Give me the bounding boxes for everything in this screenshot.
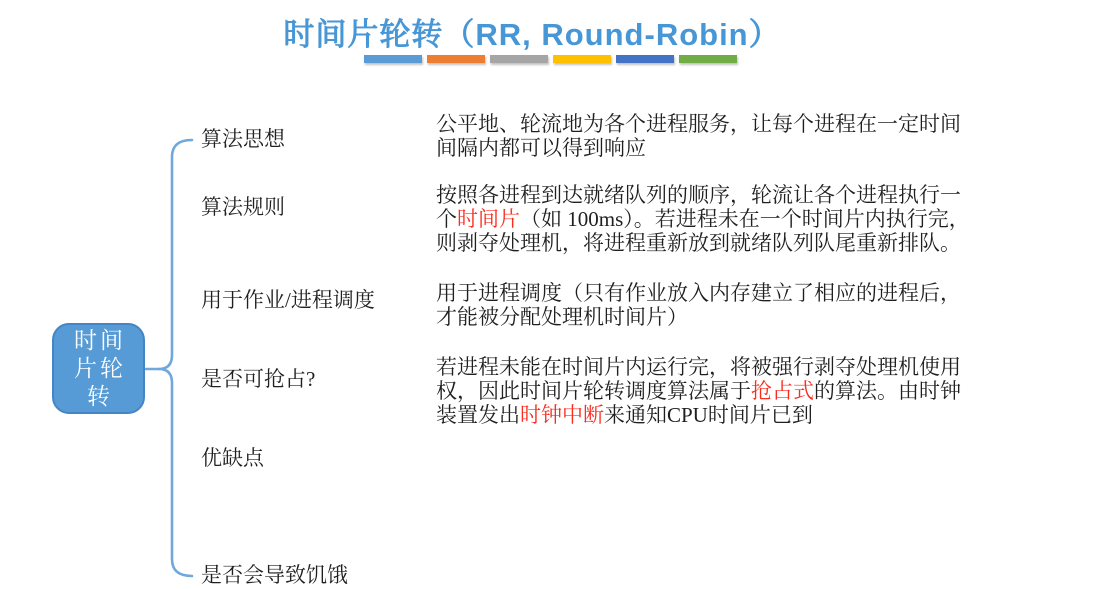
desc-text: 来通知CPU时间片已到 — [604, 403, 813, 427]
description-line — [436, 281, 961, 305]
description-line — [436, 136, 961, 160]
root-node-text-line: 时间 — [74, 327, 126, 353]
description-line — [436, 355, 961, 379]
description-line — [436, 305, 961, 329]
accent-bar — [427, 55, 485, 63]
desc-text: 公平地、轮流地为各个进程服务，让每个进程在一定时间 — [436, 112, 961, 136]
desc-text: 权，因此时间片轮转调度算法属于 — [436, 379, 751, 403]
accent-bar — [490, 55, 548, 63]
slide-title: 时间片轮转（RR, Round-Robin） — [283, 17, 781, 52]
description-line — [436, 112, 961, 136]
description-algorithm-rule — [436, 183, 970, 255]
desc-text: 则剥夺处理机，将进程重新放到就绪队列队尾重新排队。 — [436, 231, 961, 255]
accent-bar — [364, 55, 422, 63]
accent-bar — [616, 55, 674, 63]
description-line — [436, 403, 961, 427]
desc-text: 才能被分配处理机时间片） — [436, 305, 688, 329]
accent-bars — [0, 55, 1100, 63]
desc-text: 间隔内都可以得到响应 — [436, 136, 646, 160]
root-node-time-slice — [52, 323, 145, 414]
description-algorithm-idea — [436, 112, 961, 160]
desc-text: 装置发出 — [436, 403, 520, 427]
branch-label-preemptive: 是否可抢占? — [201, 367, 316, 391]
brace-connector — [159, 140, 192, 576]
accent-bar — [679, 55, 737, 63]
description-line — [436, 183, 970, 207]
root-node-text-line: 片轮 — [74, 355, 126, 381]
branch-label-algorithm-rule: 算法规则 — [201, 195, 285, 219]
desc-text: 用于进程调度（只有作业放入内存建立了相应的进程后， — [436, 281, 961, 305]
description-line — [436, 379, 961, 403]
branch-label-algorithm-idea: 算法思想 — [201, 127, 285, 151]
description-preemptive — [436, 355, 961, 427]
description-line — [436, 207, 970, 231]
description-scheduling-scope — [436, 281, 961, 329]
desc-text: 个 — [436, 207, 457, 231]
desc-highlight-preemptive: 抢占式 — [751, 379, 814, 403]
branch-label-pros-cons: 优缺点 — [201, 446, 264, 470]
root-node-text-line: 转 — [87, 383, 113, 409]
desc-highlight-clock-interrupt: 时钟中断 — [520, 403, 604, 427]
accent-bar — [553, 55, 611, 63]
desc-text: （如 100ms）。若进程未在一个时间片内执行完， — [520, 207, 970, 231]
desc-text: 若进程未能在时间片内运行完，将被强行剥夺处理机使用 — [436, 355, 961, 379]
branch-label-scheduling-scope: 用于作业/进程调度 — [201, 288, 375, 312]
description-line — [436, 231, 970, 255]
desc-text: 按照各进程到达就绪队列的顺序，轮流让各个进程执行一 — [436, 183, 961, 207]
desc-text: 的算法。由时钟 — [814, 379, 961, 403]
desc-highlight-time-slice: 时间片 — [457, 207, 520, 231]
branch-label-starvation: 是否会导致饥饿 — [201, 563, 348, 587]
